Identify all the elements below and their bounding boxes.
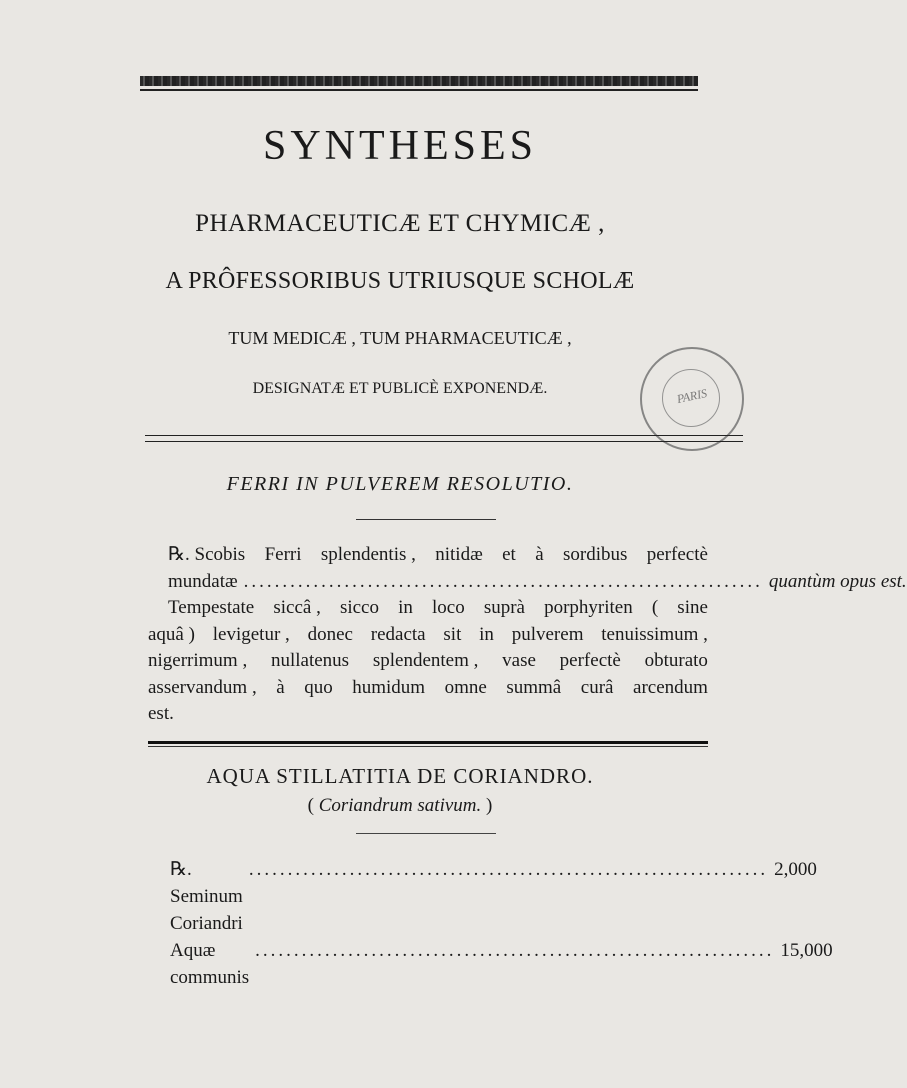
ingredient-continuation: mundatæ	[168, 570, 238, 592]
word: sicco	[339, 597, 379, 618]
rule-line	[140, 89, 698, 91]
dot-leader: ...................................................................	[255, 940, 775, 961]
word: Tempestate	[168, 597, 255, 618]
word: à	[535, 544, 544, 565]
quantity-text: quantùm opus est.	[768, 570, 907, 592]
subtitle-line-4: DESIGNATÆ ET PUBLICÈ EXPONENDÆ.	[252, 380, 548, 397]
word: obturato	[644, 650, 708, 671]
dot-leader: ...................................................................	[248, 859, 769, 880]
ornamental-rule	[140, 76, 698, 86]
word: siccâ ,	[273, 597, 321, 618]
list-item	[170, 937, 833, 991]
divider-rule	[145, 435, 743, 436]
word: ℞. Scobis	[168, 544, 246, 565]
word: summâ	[506, 676, 562, 698]
word: splendentem ,	[372, 650, 479, 671]
subtitle-line-2: A PRÔFESSORIBUS UTRIUSQUE SCHOLÆ	[165, 268, 635, 294]
word: asservandum ,	[148, 676, 257, 698]
word: vase	[502, 650, 536, 671]
word: humidum	[352, 676, 426, 698]
text-line	[148, 542, 708, 569]
stamp-text: PARIS	[675, 385, 709, 407]
ingredient-amount: 15,000	[780, 940, 833, 961]
word: et	[502, 544, 516, 565]
subtitle-line-3: TUM MEDICÆ , TUM PHARMACEUTICÆ ,	[228, 328, 572, 348]
word: aquâ )	[148, 623, 195, 645]
word: redacta	[370, 623, 426, 645]
word: perfectè	[559, 650, 621, 671]
section-title: AQUA STILLATITIA DE CORIANDRO.	[206, 764, 594, 788]
word: sordibus	[562, 544, 628, 565]
word: suprà	[483, 597, 525, 618]
word: levigetur ,	[212, 623, 290, 645]
word: curâ	[580, 676, 614, 698]
word: Ferri	[264, 544, 302, 565]
section-title: FERRI IN PULVEREM RESOLUTIO.	[226, 473, 574, 495]
recipe-body	[148, 542, 907, 728]
text-line	[148, 622, 708, 649]
text-line	[148, 648, 708, 675]
word: perfectè	[646, 544, 708, 565]
list-item	[170, 856, 817, 937]
paren: (	[307, 795, 319, 816]
word: à	[276, 676, 285, 698]
word: arcendum	[633, 676, 708, 698]
word: (	[651, 597, 659, 618]
subtitle-line-1: PHARMACEUTICÆ ET CHYMICÆ ,	[195, 210, 605, 237]
divider-rule	[145, 441, 743, 442]
word: sine	[677, 597, 708, 618]
word: nitidæ	[435, 544, 483, 565]
word: sit	[443, 623, 462, 645]
page-title: SYNTHESES	[262, 123, 538, 169]
word: in	[479, 623, 494, 645]
text-line: est.	[148, 703, 174, 724]
text-line	[148, 595, 708, 622]
word: nigerrimum ,	[148, 650, 248, 671]
ingredient-amount: 2,000	[774, 859, 817, 880]
ingredient-name: ℞. Seminum Coriandri	[170, 859, 243, 934]
word: nullatenus	[270, 650, 350, 671]
section-subtitle	[0, 795, 800, 817]
word: tenuissimum ,	[601, 623, 708, 645]
species-name: Coriandrum sativum.	[318, 795, 482, 816]
short-rule	[356, 833, 496, 834]
word: omne	[444, 676, 487, 698]
word: in	[398, 597, 413, 618]
dot-leader: ...................................................................	[243, 570, 763, 592]
short-rule	[356, 519, 496, 520]
quantity-line	[148, 569, 907, 596]
word: quo	[304, 676, 333, 698]
ingredient-name: Aquæ communis	[170, 940, 250, 988]
word: porphyriten	[544, 597, 633, 618]
text-line	[148, 675, 708, 702]
word: splendentis ,	[320, 544, 416, 565]
divider-rule	[148, 746, 708, 747]
thick-divider-rule	[148, 741, 708, 744]
ingredient-list	[170, 856, 833, 991]
word: pulverem	[511, 623, 584, 645]
word: donec	[307, 623, 353, 645]
word: loco	[432, 597, 465, 618]
paren: )	[481, 795, 493, 816]
